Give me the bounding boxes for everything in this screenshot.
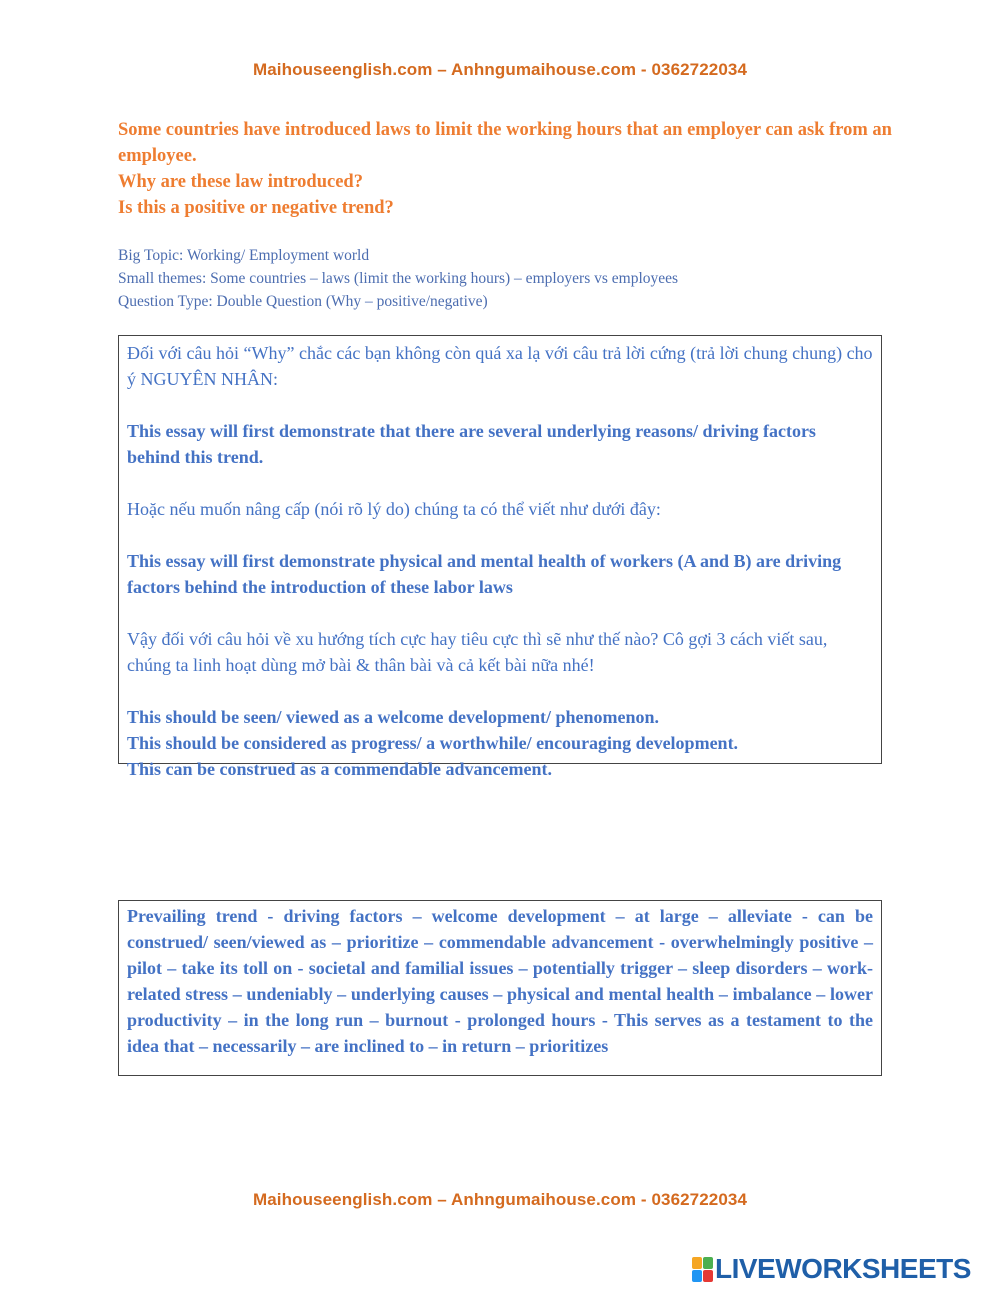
- upgrade-note: Hoặc nếu muốn nâng cấp (nói rõ lý do) chúng ta có thể viết như dưới đây:: [127, 499, 661, 519]
- liveworksheets-logo: [692, 1254, 971, 1284]
- question-line-3: Is this a positive or negative trend?: [118, 198, 394, 218]
- vocabulary-list: Prevailing trend - driving factors – welcome development – at large – alleviate - can be construed/ seen/viewed as – prioritize – commendable advancement - overwhelmingly positive – pilot – take its toll on - societal and familial issues – potentially trigger – sleep disorders – work-related stress – undeniably – underlying causes – physical and mental health – imbalance – lower productivity – in the long run – burnout - prolonged hours - This serves as a testament to the idea that – necessarily – are inclined to – in return – prioritizes: [127, 906, 873, 1056]
- logo-text: LIVEWORKSHEETS: [715, 1253, 971, 1284]
- question-type: Question Type: Double Question (Why – positive/negative): [118, 293, 488, 310]
- vocabulary-box: [118, 900, 882, 1076]
- guidance-box: [118, 335, 882, 779]
- why-intro: Đối với câu hỏi “Why” chắc các bạn không còn quá xa lạ với câu trả lời cứng (trả lời chung chung) cho ý NGUYÊN NHÂN:: [127, 343, 873, 389]
- page-footer: Maihouseenglish.com – Anhngumaihouse.com - 0362722034: [252, 1190, 748, 1209]
- trend-option-3: This can be construed as a commendable advancement.: [127, 759, 553, 779]
- trend-intro: Vậy đối với câu hỏi về xu hướng tích cực hay tiêu cực thì sẽ như thế nào? Cô gợi 3 cách viết sau, chúng ta linh hoạt dùng mở bài & thân bài và cả kết bài nữa nhé!: [127, 629, 828, 675]
- trend-option-2: This should be considered as progress/ a worthwhile/ encouraging development.: [127, 733, 739, 753]
- sample-sentence-2: This essay will first demonstrate physical and mental health of workers (A and B) are driving factors behind the introduction of these labor laws: [127, 551, 842, 597]
- trend-option-1: This should be seen/ viewed as a welcome development/ phenomenon.: [127, 707, 660, 727]
- big-topic: Big Topic: Working/ Employment world: [118, 247, 370, 264]
- question-line-2: Why are these law introduced?: [118, 172, 363, 192]
- page-header: Maihouseenglish.com – Anhngumaihouse.com - 0362722034: [252, 60, 748, 79]
- question-line-1: Some countries have introduced laws to limit the working hours that an employer can ask from an employee.: [118, 120, 892, 166]
- small-themes: Small themes: Some countries – laws (limit the working hours) – employers vs employees: [118, 270, 679, 287]
- essay-question: [118, 117, 898, 221]
- sample-sentence-1: This essay will first demonstrate that there are several underlying reasons/ driving factors behind this trend.: [127, 421, 816, 467]
- liveworksheets-logo-icon: [692, 1257, 712, 1281]
- topic-meta: [118, 244, 898, 313]
